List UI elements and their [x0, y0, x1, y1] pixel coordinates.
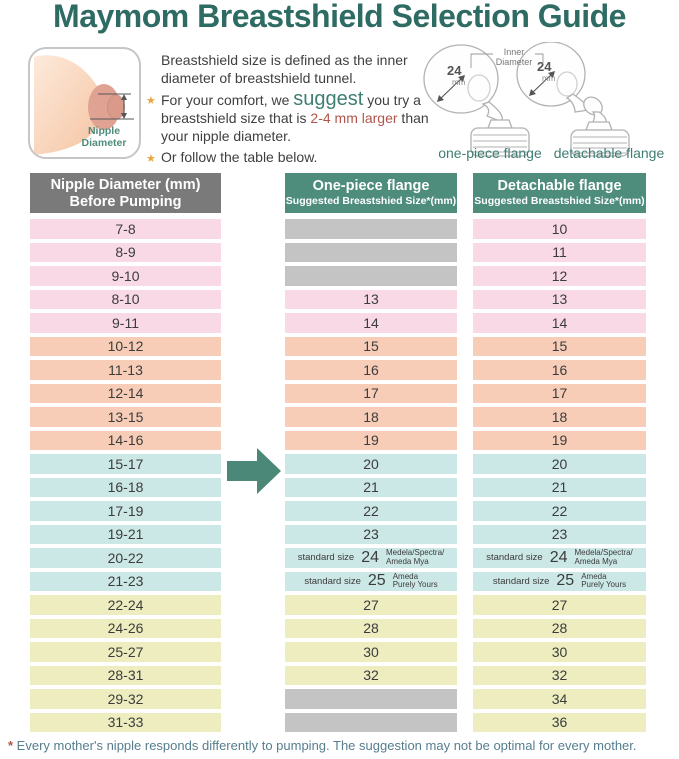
- detachable-size-cell: 28: [473, 619, 646, 639]
- detachable-size-cell: 23: [473, 525, 646, 545]
- detachable-size-cell: 17: [473, 384, 646, 404]
- bullet2-text: Or follow the table below.: [161, 149, 318, 165]
- nipple-range-cell: 14-16: [30, 431, 221, 451]
- one-piece-size-cell: 17: [285, 384, 457, 404]
- breast-illustration: [28, 47, 141, 159]
- detachable-size-cell: 30: [473, 642, 646, 662]
- footnote-asterisk: *: [8, 738, 14, 753]
- one-piece-size-cell: 32: [285, 666, 457, 686]
- detachable-size-cell: 12: [473, 266, 646, 286]
- detachable-flange-caption: detachable flange: [553, 145, 665, 161]
- header-detachable-flange: [473, 173, 646, 213]
- detachable-size-cell: 32: [473, 666, 646, 686]
- one-piece-size-cell: 23: [285, 525, 457, 545]
- nipple-range-cell: 12-14: [30, 384, 221, 404]
- one-piece-size-cell: 28: [285, 619, 457, 639]
- star-icon: ★: [146, 95, 156, 107]
- one-piece-size-cell: [285, 713, 457, 733]
- nipple-diameter-label: [71, 125, 137, 149]
- footnote-text: Every mother's nipple responds differently to pumping. The suggestion may not be optimal for every mother.: [13, 738, 637, 753]
- nipple-label-line2: Diameter: [81, 137, 127, 149]
- one-piece-size-cell: 20: [285, 454, 457, 474]
- nipple-range-cell: 11-13: [30, 360, 221, 380]
- nipple-range-cell: 21-23: [30, 572, 221, 592]
- one-piece-flange-caption: one-piece flange: [438, 145, 542, 161]
- detachable-size-cell: 20: [473, 454, 646, 474]
- inner-diameter-line1: Inner: [503, 47, 525, 57]
- header-nipple-line1: Nipple Diameter (mm): [50, 176, 201, 193]
- one-piece-size-cell: standard size 24 Medela/Spectra/ Ameda Mya: [285, 548, 457, 568]
- one-piece-size-cell: 21: [285, 478, 457, 498]
- bullet1-mid: you try a breastshield size that is: [161, 92, 421, 126]
- nipple-range-cell: 17-19: [30, 501, 221, 521]
- header-detachable-line1: Detachable flange: [497, 178, 622, 194]
- intro-definition: [148, 51, 430, 87]
- footnote: [8, 738, 676, 753]
- detachable-size-cell: 34: [473, 689, 646, 709]
- definition-text: Breastshield size is defined as the inner diameter of breastshield tunnel.: [161, 52, 408, 86]
- one-piece-size-cell: 19: [285, 431, 457, 451]
- nipple-range-cell: 29-32: [30, 689, 221, 709]
- one-piece-size-label: 24: [447, 63, 462, 78]
- intro-bullet-1: [148, 90, 430, 145]
- nipple-range-cell: 28-31: [30, 666, 221, 686]
- header-one-piece-line2: Suggested Breastshied Size*(mm): [285, 195, 457, 207]
- nipple-range-cell: 13-15: [30, 407, 221, 427]
- bullet1-pre: For your comfort, we: [161, 92, 294, 108]
- bullet1-highlight: 2-4 mm larger: [310, 110, 398, 126]
- inner-diameter-line2: Diameter: [495, 57, 533, 67]
- nipple-range-cell: 19-21: [30, 525, 221, 545]
- nipple-range-cell: 20-22: [30, 548, 221, 568]
- nipple-range-cell: 22-24: [30, 595, 221, 615]
- one-piece-size-cell: [285, 219, 457, 239]
- detachable-size-cell: 13: [473, 290, 646, 310]
- detachable-size-cell: 19: [473, 431, 646, 451]
- page-title: Maymom Breastshield Selection Guide: [53, 0, 626, 34]
- nipple-range-cell: 31-33: [30, 713, 221, 733]
- header-nipple-line2: Before Pumping: [69, 193, 182, 210]
- one-piece-size-cell: [285, 266, 457, 286]
- one-piece-size-cell: 16: [285, 360, 457, 380]
- nipple-range-cell: 25-27: [30, 642, 221, 662]
- nipple-range-cell: 24-26: [30, 619, 221, 639]
- detachable-size-cell: 10: [473, 219, 646, 239]
- nipple-range-cell: 15-17: [30, 454, 221, 474]
- intro-text: [148, 51, 430, 169]
- detachable-size-cell: 36: [473, 713, 646, 733]
- bullet1-emphasis: suggest: [293, 88, 364, 110]
- right-arrow-icon: [227, 446, 283, 496]
- header-detachable-line2: Suggested Breastshied Size*(mm): [474, 195, 645, 207]
- detachable-size-cell: 21: [473, 478, 646, 498]
- nipple-range-cell: 7-8: [30, 219, 221, 239]
- one-piece-size-cell: 27: [285, 595, 457, 615]
- one-piece-size-unit: mm: [452, 78, 466, 87]
- one-piece-size-cell: 30: [285, 642, 457, 662]
- one-piece-size-cell: [285, 243, 457, 263]
- star-icon: ★: [146, 153, 156, 165]
- detachable-size-cell: 11: [473, 243, 646, 263]
- nipple-range-cell: 8-9: [30, 243, 221, 263]
- detachable-size-cell: standard size 24 Medela/Spectra/ Ameda Mya: [473, 548, 646, 568]
- header-one-piece-flange: [285, 173, 457, 213]
- header-one-piece-line1: One-piece flange: [312, 178, 430, 194]
- detachable-size-cell: 18: [473, 407, 646, 427]
- column-one-piece-flange: [285, 219, 457, 732]
- one-piece-size-cell: 15: [285, 337, 457, 357]
- one-piece-size-cell: 18: [285, 407, 457, 427]
- detachable-size-unit: mm: [542, 74, 556, 83]
- nipple-range-cell: 16-18: [30, 478, 221, 498]
- intro-bullet-2: [148, 148, 430, 166]
- inner-diameter-label: [494, 47, 534, 67]
- nipple-range-cell: 9-10: [30, 266, 221, 286]
- one-piece-size-cell: standard size 25 Ameda Purely Yours: [285, 572, 457, 592]
- header-nipple-diameter: [30, 173, 221, 213]
- nipple-range-cell: 8-10: [30, 290, 221, 310]
- column-detachable-flange: [473, 219, 646, 732]
- nipple-range-cell: 9-11: [30, 313, 221, 333]
- detachable-size-cell: 22: [473, 501, 646, 521]
- one-piece-size-cell: 22: [285, 501, 457, 521]
- flange-illustrations: [423, 42, 679, 160]
- nipple-label-line1: Nipple: [87, 125, 121, 137]
- detachable-size-cell: 27: [473, 595, 646, 615]
- detachable-size-cell: 16: [473, 360, 646, 380]
- nipple-range-cell: 10-12: [30, 337, 221, 357]
- bullet1-post: than your nipple diameter.: [161, 110, 429, 144]
- one-piece-size-cell: [285, 689, 457, 709]
- detachable-size-cell: standard size 25 Ameda Purely Yours: [473, 572, 646, 592]
- one-piece-size-cell: 13: [285, 290, 457, 310]
- detachable-size-label: 24: [537, 59, 552, 74]
- detachable-size-cell: 15: [473, 337, 646, 357]
- detachable-size-cell: 14: [473, 313, 646, 333]
- one-piece-size-cell: 14: [285, 313, 457, 333]
- column-nipple-diameter: [30, 219, 221, 732]
